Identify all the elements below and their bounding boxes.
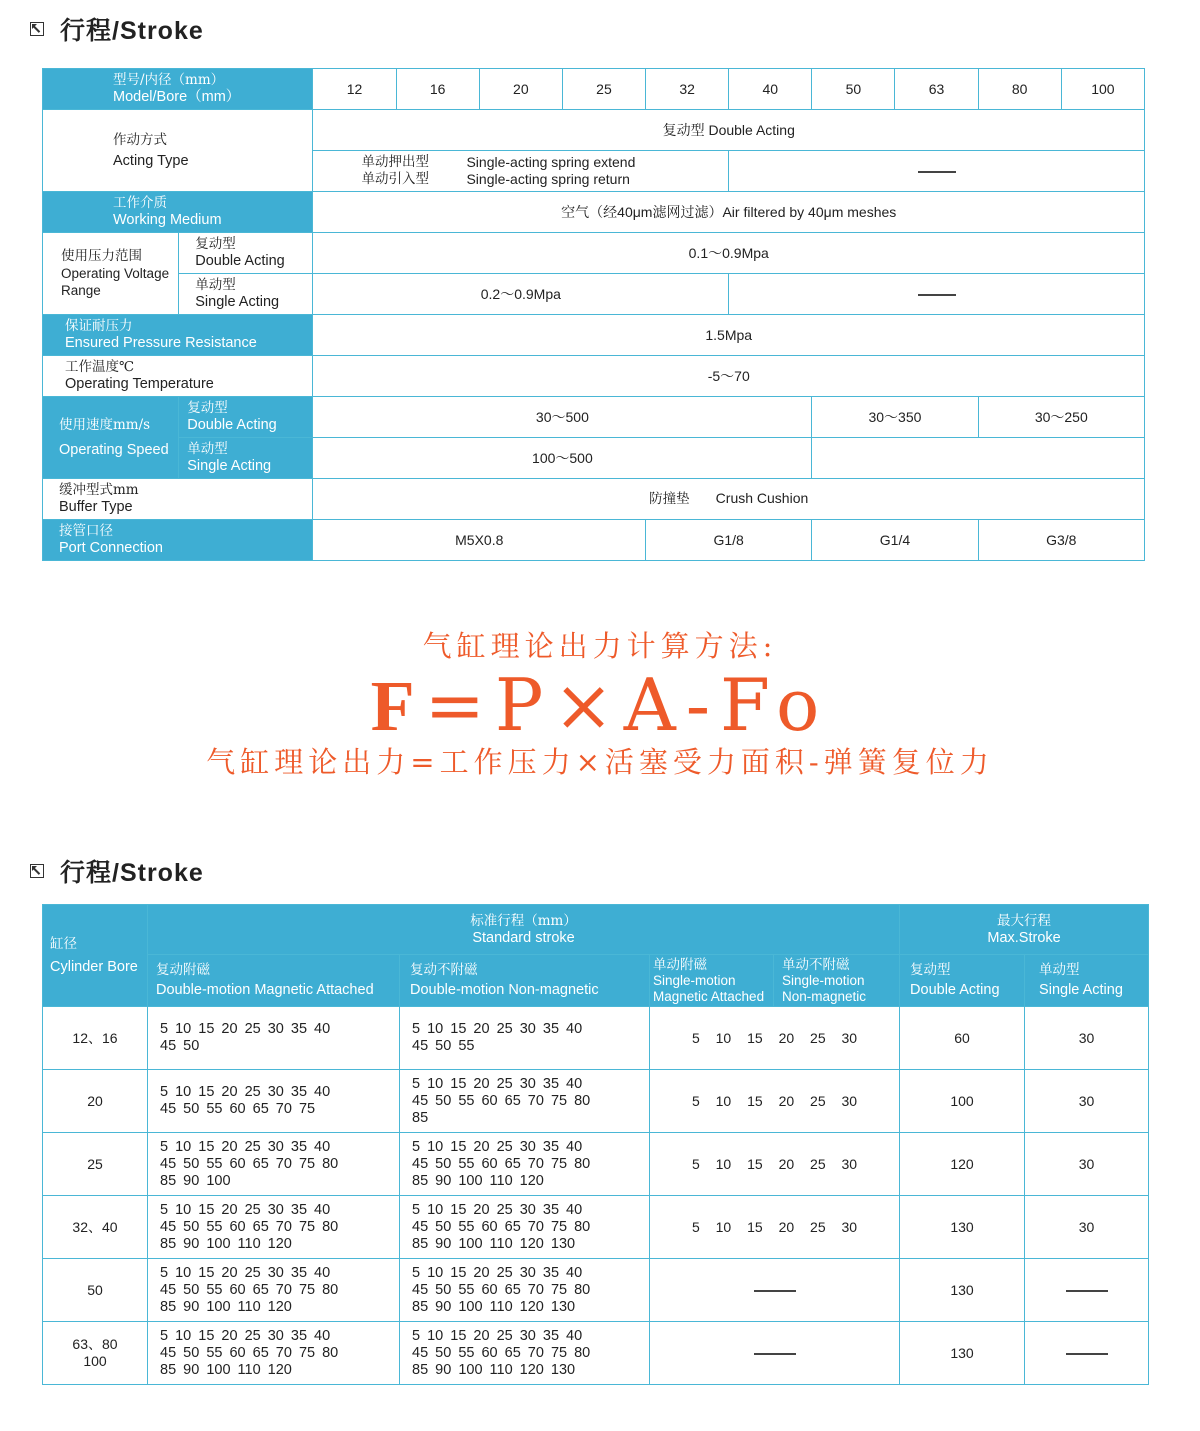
col-single-nonmagnetic: 单动不附磁 Single-motion Non-magnetic xyxy=(774,955,900,1007)
stroke-line: 45 50 55 60 65 70 75 80 xyxy=(412,1281,591,1298)
double-magnetic-strokes xyxy=(148,1070,400,1133)
section-title: 行程/Stroke xyxy=(60,17,204,45)
medium-label: 工作介质 Working Medium xyxy=(43,192,313,233)
speed-double-label: 复动型 Double Acting xyxy=(179,397,313,438)
pressure-label: 使用压力范围 Operating Voltage Range xyxy=(43,233,179,315)
acting-type-row xyxy=(43,110,1145,151)
stroke-line: 85 90 100 110 120 130 xyxy=(412,1361,576,1378)
double-nonmagnetic-strokes xyxy=(400,1259,650,1322)
stroke-line: 45 50 55 60 65 70 75 80 xyxy=(412,1092,591,1109)
double-magnetic-strokes xyxy=(148,1259,400,1322)
double-magnetic-strokes xyxy=(148,1196,400,1259)
ensured-pressure-label: 保证耐压力 Ensured Pressure Resistance xyxy=(43,315,313,356)
port-label: 接管口径 Port Connection xyxy=(43,520,313,561)
stroke-line: 5 10 15 20 25 30 35 40 xyxy=(412,1327,583,1344)
stroke-line: 5 10 15 20 25 30 35 40 xyxy=(160,1327,331,1344)
speed-double-row xyxy=(43,397,1145,438)
double-magnetic-strokes xyxy=(148,1007,400,1070)
stroke-line: 45 50 xyxy=(160,1038,200,1054)
max-double-stroke: 100 xyxy=(900,1070,1025,1133)
acting-type-label: 作动方式 Acting Type xyxy=(43,110,313,192)
stroke-line: 85 90 100 xyxy=(160,1172,231,1189)
model-row xyxy=(43,69,1145,110)
stroke-line: 5 10 15 20 25 30 35 40 xyxy=(412,1138,583,1155)
speed-single-label: 单动型 Single Acting xyxy=(179,438,313,479)
max-single-stroke xyxy=(1025,1322,1149,1385)
table-row xyxy=(43,1007,1149,1070)
single-strokes: 5 10 15 20 25 30 xyxy=(650,1196,900,1259)
stroke-line: 45 50 55 60 65 70 75 xyxy=(160,1101,316,1117)
double-magnetic-strokes xyxy=(148,1322,400,1385)
bore-cell: 20 xyxy=(479,69,562,110)
empty-cell xyxy=(812,438,1145,479)
arrow-corner-icon xyxy=(30,864,44,878)
col-double-nonmagnetic: 复动不附磁 Double-motion Non-magnetic xyxy=(400,955,650,1007)
stroke-line: 85 90 100 110 120 xyxy=(160,1361,292,1378)
bore-cell: 16 xyxy=(396,69,479,110)
double-nonmagnetic-strokes xyxy=(400,1196,650,1259)
max-single-stroke: 30 xyxy=(1025,1196,1149,1259)
speed-single-value: 100～500 xyxy=(313,438,812,479)
speed-label: 使用速度mm/s Operating Speed xyxy=(43,397,179,479)
spec-section-heading xyxy=(30,14,204,44)
not-applicable-cell xyxy=(729,151,1145,192)
pressure-single-row xyxy=(43,274,1145,315)
bore-cell: 100 xyxy=(1061,69,1144,110)
bore-cell: 12、16 xyxy=(43,1007,148,1070)
single-strokes xyxy=(650,1322,900,1385)
spec-table xyxy=(42,68,1145,561)
stroke-line: 5 10 15 20 25 30 35 40 xyxy=(412,1264,583,1281)
max-stroke-header: 最大行程 Max.Stroke xyxy=(900,905,1149,955)
double-acting-value: 复动型 Double Acting xyxy=(313,110,1145,151)
max-double-stroke: 60 xyxy=(900,1007,1025,1070)
port-value: G1/4 xyxy=(812,520,978,561)
double-magnetic-strokes xyxy=(148,1133,400,1196)
double-nonmagnetic-strokes xyxy=(400,1007,650,1070)
formula-equation: F=P×A-Fo xyxy=(370,663,830,747)
single-strokes xyxy=(650,1259,900,1322)
stroke-line: 5 10 15 20 25 30 35 40 xyxy=(160,1084,331,1100)
stroke-line: 5 10 15 20 25 30 35 40 xyxy=(412,1075,583,1092)
table-row xyxy=(43,1259,1149,1322)
bore-cell: 12 xyxy=(313,69,396,110)
speed-double-value: 30～500 xyxy=(313,397,812,438)
bore-cell: 20 xyxy=(43,1070,148,1133)
double-nonmagnetic-strokes xyxy=(400,1322,650,1385)
medium-value: 空气（经40μm滤网过滤）Air filtered by 40μm meshes xyxy=(313,192,1145,233)
pressure-single-label: 单动型 Single Acting xyxy=(179,274,313,315)
stroke-line: 85 90 100 110 120 xyxy=(412,1172,544,1189)
temperature-value: -5～70 xyxy=(313,356,1145,397)
speed-double-value: 30～250 xyxy=(978,397,1144,438)
stroke-line: 45 50 55 60 65 70 75 80 xyxy=(160,1281,339,1298)
col-single-magnetic: 单动附磁 Single-motion Magnetic Attached xyxy=(650,955,774,1007)
stroke-line: 85 90 100 110 120 130 xyxy=(412,1235,576,1252)
table-row xyxy=(43,1133,1149,1196)
stroke-line: 85 90 100 110 120 xyxy=(160,1235,292,1252)
max-single-stroke: 30 xyxy=(1025,1007,1149,1070)
col-max-single: 单动型 Single Acting xyxy=(1025,955,1149,1007)
buffer-value: 防撞垫 Crush Cushion xyxy=(313,479,1145,520)
buffer-row xyxy=(43,479,1145,520)
stroke-line: 5 10 15 20 25 30 35 40 xyxy=(160,1264,331,1281)
max-double-stroke: 130 xyxy=(900,1259,1025,1322)
stroke-line: 45 50 55 60 65 70 75 80 xyxy=(412,1155,591,1172)
stroke-line: 45 50 55 xyxy=(412,1038,475,1054)
bore-cell: 25 xyxy=(43,1133,148,1196)
ensured-pressure-value: 1.5Mpa xyxy=(313,315,1145,356)
ensured-pressure-row xyxy=(43,315,1145,356)
temperature-label: 工作温度℃ Operating Temperature xyxy=(43,356,313,397)
bore-cell: 63 xyxy=(895,69,978,110)
single-strokes: 5 10 15 20 25 30 xyxy=(650,1070,900,1133)
stroke-line: 45 50 55 60 65 70 75 80 xyxy=(160,1344,339,1361)
bore-cell: 32 xyxy=(646,69,729,110)
pressure-double-label: 复动型 Double Acting xyxy=(179,233,313,274)
stroke-header-row xyxy=(43,905,1149,955)
speed-single-row xyxy=(43,438,1145,479)
max-double-stroke: 130 xyxy=(900,1322,1025,1385)
pressure-double-row xyxy=(43,233,1145,274)
max-single-stroke: 30 xyxy=(1025,1070,1149,1133)
stroke-line: 5 10 15 20 25 30 35 40 xyxy=(412,1201,583,1218)
pressure-single-value: 0.2～0.9Mpa xyxy=(313,274,729,315)
stroke-line: 45 50 55 60 65 70 75 80 xyxy=(412,1218,591,1235)
stroke-line: 5 10 15 20 25 30 35 40 xyxy=(160,1138,331,1155)
max-single-stroke xyxy=(1025,1259,1149,1322)
stroke-table xyxy=(42,904,1149,1385)
table-row xyxy=(43,1070,1149,1133)
single-strokes: 5 10 15 20 25 30 xyxy=(650,1007,900,1070)
bore-cell: 80 xyxy=(978,69,1061,110)
max-single-stroke: 30 xyxy=(1025,1133,1149,1196)
speed-double-value: 30～350 xyxy=(812,397,978,438)
stroke-line: 45 50 55 60 65 70 75 80 xyxy=(412,1344,591,1361)
model-label: 型号/内径（mm） Model/Bore（mm） xyxy=(43,69,313,110)
formula-title: 气缸理论出力计算方法: xyxy=(422,629,778,663)
stroke-line: 45 50 55 60 65 70 75 80 xyxy=(160,1218,339,1235)
single-acting-types: 单动押出型 Single-acting spring extend 单动引入型 Single-acting spring return xyxy=(313,151,729,192)
bore-cell: 50 xyxy=(812,69,895,110)
arrow-corner-icon xyxy=(30,22,44,36)
double-nonmagnetic-strokes xyxy=(400,1133,650,1196)
section-title: 行程/Stroke xyxy=(60,859,204,887)
stroke-line: 85 90 100 110 120 xyxy=(160,1298,292,1315)
port-value: G3/8 xyxy=(978,520,1144,561)
bore-cell: 32、40 xyxy=(43,1196,148,1259)
port-value: M5X0.8 xyxy=(313,520,646,561)
bore-cell: 40 xyxy=(729,69,812,110)
medium-row xyxy=(43,192,1145,233)
formula-description: 气缸理论出力=工作压力×活塞受力面积-弹簧复位力 xyxy=(206,745,994,779)
max-double-stroke: 130 xyxy=(900,1196,1025,1259)
port-row xyxy=(43,520,1145,561)
port-value: G1/8 xyxy=(646,520,812,561)
temperature-row xyxy=(43,356,1145,397)
table-row xyxy=(43,1322,1149,1385)
stroke-line: 45 50 55 60 65 70 75 80 xyxy=(160,1155,339,1172)
stroke-subheader-row xyxy=(43,955,1149,1007)
pressure-double-value: 0.1～0.9Mpa xyxy=(313,233,1145,274)
stroke-line: 5 10 15 20 25 30 35 40 xyxy=(160,1021,331,1037)
standard-stroke-header: 标准行程（mm） Standard stroke xyxy=(148,905,900,955)
stroke-line: 5 10 15 20 25 30 35 40 xyxy=(412,1021,583,1037)
bore-cell: 63、80 100 xyxy=(43,1322,148,1385)
bore-cell: 50 xyxy=(43,1259,148,1322)
col-max-double: 复动型 Double Acting xyxy=(900,955,1025,1007)
bore-header: 缸径 Cylinder Bore xyxy=(43,905,148,1007)
stroke-section-heading xyxy=(30,856,204,886)
col-double-magnetic: 复动附磁 Double-motion Magnetic Attached xyxy=(148,955,400,1007)
table-row xyxy=(43,1196,1149,1259)
stroke-line: 5 10 15 20 25 30 35 40 xyxy=(160,1201,331,1218)
not-applicable-cell xyxy=(729,274,1145,315)
double-nonmagnetic-strokes xyxy=(400,1070,650,1133)
stroke-line: 85 90 100 110 120 130 xyxy=(412,1298,576,1315)
single-strokes: 5 10 15 20 25 30 xyxy=(650,1133,900,1196)
buffer-label: 缓冲型式mm Buffer Type xyxy=(43,479,313,520)
bore-cell: 25 xyxy=(562,69,645,110)
max-double-stroke: 120 xyxy=(900,1133,1025,1196)
stroke-line: 85 xyxy=(412,1109,429,1126)
